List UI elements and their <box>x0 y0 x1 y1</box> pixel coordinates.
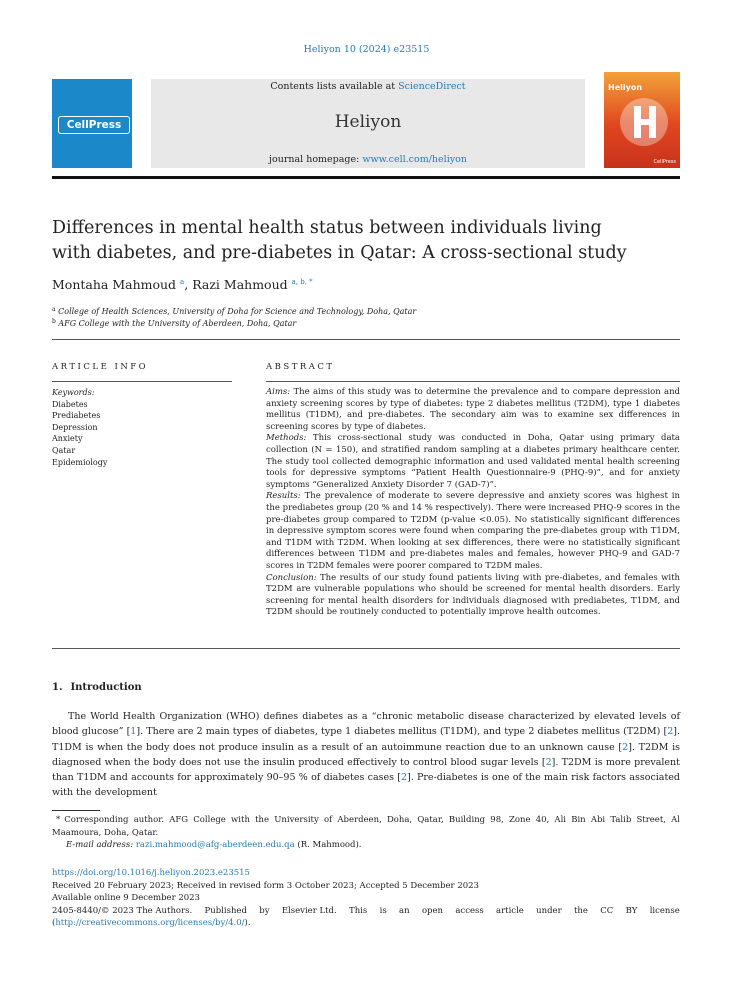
license-word: is <box>379 905 387 916</box>
abstract-body <box>266 387 680 619</box>
keyword-item: Depression <box>52 422 98 432</box>
license-paren-open: ( <box>52 918 56 928</box>
publication-info <box>52 867 680 930</box>
email-suffix: (R. Mahmood). <box>294 840 362 851</box>
abstract-conclusion <box>266 573 680 619</box>
citation-link[interactable]: 2 <box>400 772 407 784</box>
keyword-item: Prediabetes <box>52 411 101 421</box>
license-paren-close: ). <box>244 918 251 928</box>
affiliation-mark: b <box>52 318 56 325</box>
abstract-methods-label: Methods: <box>266 433 307 444</box>
intro-text: . T1DM is when the body does not produce insulin as a result of an autoimmune reaction due to an unknown cause <box>52 726 680 753</box>
journal-name: Heliyon <box>334 112 402 132</box>
license-word: the <box>574 905 588 916</box>
affiliation-mark: a <box>52 306 56 313</box>
license-word: 2405-8440/© 2023 The Authors. <box>52 905 193 916</box>
footnote-rule <box>52 810 100 811</box>
footnote-email <box>52 839 680 852</box>
intro-text: . T2DM is more prevalent than T1DM and accounts for approximately 90–95 % of diabetes cases <box>52 756 680 784</box>
abstract-results-label: Results: <box>266 491 301 502</box>
received-dates: Received 20 February 2023; Received in revised form 3 October 2023; Accepted 5 December 2023 <box>52 880 479 891</box>
keywords-block <box>52 387 107 468</box>
intro-text: . Pre-diabetes is one of the main risk factors associated with the development <box>52 772 680 799</box>
license-word: Elsevier Ltd. <box>281 905 337 916</box>
cellpress-logo <box>52 79 132 168</box>
contents-line <box>151 81 585 92</box>
journal-cover-image <box>604 72 680 168</box>
homepage-link[interactable]: www.cell.com/heliyon <box>362 154 467 165</box>
abstract-aims-label: Aims: <box>266 387 291 397</box>
cover-publisher: CellPress <box>653 159 676 165</box>
citation-link[interactable]: 2 <box>545 756 552 768</box>
license-word: article <box>496 905 524 916</box>
introduction-paragraph: The World Health Organization (WHO) defines diabetes as a “chronic metabolic disease characterized by elevated levels of blood glucose” [1]. There are 2 main types of diabetes, type 1 diabetes mellitus (T1DM), and type 2 diabetes mellitus (T2DM) [2]. T1DM is when the body does not produce insulin as a result of an autoimmune reaction due to an unknown cause [2]. T2DM is diagnosed when the body does not use the insulin produced effectively to control blood sugar levels [2]. T2DM is more prevalent than T1DM and accounts for approximately 90–95 % of diabetes cases [2]. Pre-diabetes is one of the main risk factors associated with the development <box>52 711 680 799</box>
license-word: BY <box>625 905 638 916</box>
abstract-results <box>266 491 680 572</box>
license-word: by <box>259 905 270 916</box>
article-title <box>52 216 672 266</box>
license-word: an <box>399 905 410 916</box>
license-word: under <box>536 905 562 916</box>
license-word: CC <box>600 905 614 916</box>
article-info-heading: ARTICLE INFO <box>52 362 149 372</box>
author-list <box>52 277 313 292</box>
abstract-aims-text: The aims of this study was to determine the prevalence and to compare depression and anxiety screening scores by type of diabetes: type 2 diabetes mellitus (T2DM), type 1 diabetes mellitus (T1DM), and pre-diabetes. The secondary aim was to examine sex differences in screening scores by type of diabetes. <box>266 387 680 432</box>
intro-text: . There are 2 main types of diabetes, type 1 diabetes mellitus (T1DM), and type 2 diabetes mellitus (T2DM) <box>140 726 661 738</box>
affiliation-a <box>52 306 416 316</box>
keyword-item: Epidemiology <box>52 457 108 467</box>
sciencedirect-link[interactable]: ScienceDirect <box>398 81 466 92</box>
citation-link[interactable]: 2 <box>667 726 674 738</box>
available-online: Available online 9 December 2023 <box>52 893 200 903</box>
intro-text: . T2DM is diagnosed when the body does not use the insulin produced effectively to control blood sugar levels <box>52 741 680 768</box>
contents-prefix: Contents lists available at <box>270 81 399 92</box>
citation-link[interactable]: 2 <box>622 741 629 753</box>
keyword-item: Diabetes <box>52 399 88 409</box>
affiliation-text: AFG College with the University of Aberdeen, Doha, Qatar <box>58 319 297 328</box>
article-info-rule <box>52 381 232 382</box>
homepage-prefix: journal homepage: <box>269 154 363 165</box>
license-word: Published <box>204 905 247 916</box>
abstract-conclusion-label: Conclusion: <box>266 572 317 583</box>
keywords-label: Keywords: <box>52 388 95 397</box>
cover-title: Heliyon <box>608 83 643 92</box>
footnote-corresponding <box>52 814 680 839</box>
email-label: E-mail address: <box>66 840 134 851</box>
affiliation-b <box>52 318 296 328</box>
abstract-results-text: The prevalence of moderate to severe depressive and anxiety scores was highest in the prediabetes group (20 % and 14 % respectively). There were increased PHQ-9 scores in the pre-diabetes group compared to T2DM (p-value <0.05). No statistically significant differences in depressive symptom scores were found when comparing the pre-diabetes group with T1DM, and T1DM with T2DM. When looking at sex differences, there were no statistically significant differences between T1DM and pre-diabetes males and females, however PHQ-9 and GAD-7 scores in T2DM females were poorer compared to T2DM males. <box>266 491 680 571</box>
author-affiliation-mark[interactable]: a <box>180 278 185 286</box>
abstract-methods <box>266 433 680 491</box>
license-url-link[interactable]: http://creativecommons.org/licenses/by/4.0/ <box>55 918 245 928</box>
author-name: Montaha Mahmoud <box>52 277 177 292</box>
author-name: Razi Mahmoud <box>192 277 288 292</box>
license-word: access <box>455 905 484 916</box>
author-separator: , <box>184 277 193 292</box>
cellpress-logo-text: CellPress <box>58 116 130 134</box>
license-line <box>52 905 680 918</box>
homepage-line <box>151 154 585 165</box>
front-matter-rule <box>52 339 680 340</box>
abstract-methods-text: This cross-sectional study was conducted in Doha, Qatar using primary data collection (N = 150), and stratified random sampling at a diabetes primary healthcare center. The study tool collected demographic information and used validated mental health screening tools for depressive symptoms “Patient Health Questionnaire-9 (PHQ-9)”, and for anxiety symptoms “Generalized Anxiety Disorder 7 (GAD-7)”. <box>266 433 680 490</box>
license-url-line <box>52 917 680 930</box>
abstract-end-rule <box>52 648 680 649</box>
article-title-line-2: with diabetes, and pre-diabetes in Qatar: A cross-sectional study <box>52 243 627 263</box>
abstract-rule <box>266 381 680 382</box>
email-link[interactable]: razi.mahmood@afg-aberdeen.edu.qa <box>135 840 295 851</box>
citation-link[interactable]: 1 <box>130 726 137 738</box>
keyword-item: Anxiety <box>52 434 83 444</box>
footnote-corresponding-text: Corresponding author. AFG College with the University of Aberdeen, Doha, Qatar, Building 98, Zone 40, Ali Bin Abi Talib Street, Al Maamoura, Doha, Qatar. <box>52 815 680 838</box>
section-number: 1. <box>52 682 63 693</box>
header-rule <box>52 176 680 179</box>
footnote-star: * <box>56 815 61 825</box>
abstract-conclusion-text: The results of our study found patients living with pre-diabetes, and females with T2DM are vulnerable populations who should be screened for mental health disorders. Early screening for mental health disorders for individuals diagnosed with prediabetes, T1DM, and T2DM should be routinely conducted to potentially improve health outcomes. <box>266 572 681 618</box>
article-title-line-1: Differences in mental health status between individuals living <box>52 218 602 238</box>
license-word: license <box>649 905 680 916</box>
section-heading-introduction <box>52 682 142 693</box>
abstract-aims <box>266 387 680 433</box>
affiliation-text: College of Health Sciences, University of Doha for Science and Technology, Doha, Qatar <box>58 307 417 316</box>
intro-text: The World Health Organization (WHO) defines diabetes as a “chronic metabolic disease characterized by elevated levels of blood glucose” <box>52 711 680 738</box>
section-title: Introduction <box>70 682 142 693</box>
license-word: open <box>421 905 444 916</box>
author-affiliation-mark[interactable]: a, b, * <box>291 278 313 286</box>
journal-reference[interactable]: Heliyon 10 (2024) e23515 <box>303 44 430 55</box>
journal-masthead <box>151 79 585 168</box>
abstract-heading: ABSTRACT <box>266 362 335 372</box>
keyword-item: Qatar <box>52 445 76 455</box>
corresponding-author-footnote <box>52 814 680 852</box>
license-word: This <box>349 905 368 916</box>
doi-link[interactable]: https://doi.org/10.1016/j.heliyon.2023.e23515 <box>52 868 250 878</box>
